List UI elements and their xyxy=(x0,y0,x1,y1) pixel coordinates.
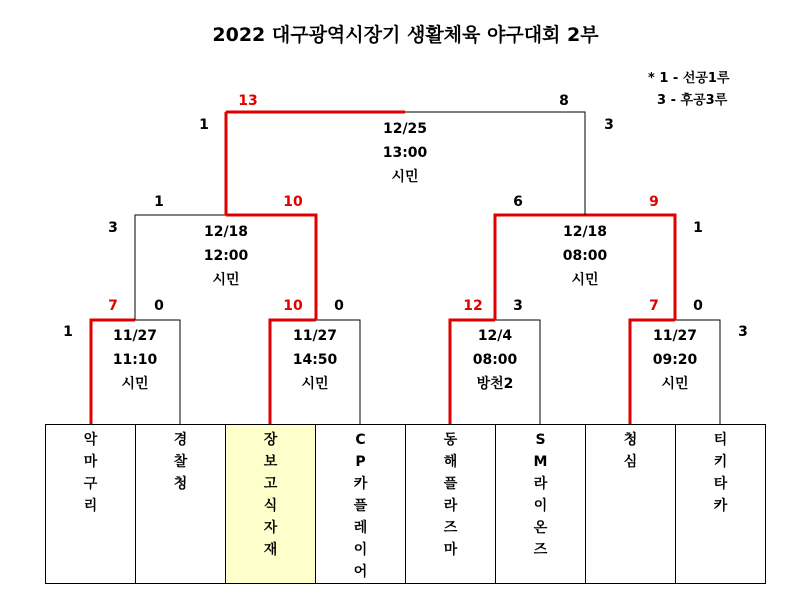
team-name-char: M xyxy=(533,454,548,470)
team-cell xyxy=(225,425,315,583)
team-name-char: 악 xyxy=(83,432,98,448)
page-title: 2022 대구광역시장기 생활체육 야구대회 2부 xyxy=(212,24,599,46)
round1-match-1-left-side: 1 xyxy=(63,324,73,340)
team-name-char: 식 xyxy=(263,498,278,514)
team-cell xyxy=(675,425,765,583)
team-name-char: 타 xyxy=(713,476,728,492)
round1-match-2-info xyxy=(293,324,338,396)
team-name-char: 해 xyxy=(443,454,458,470)
final-right-score: 8 xyxy=(559,93,569,109)
team-name-char: 키 xyxy=(713,454,728,470)
final-date: 12/25 xyxy=(382,121,428,137)
round1-match-1-left-score: 7 xyxy=(108,298,118,314)
round1-match-3-left-score: 12 xyxy=(463,298,483,314)
team-name-char: 카 xyxy=(353,476,368,492)
round1-match-1-date: 11/27 xyxy=(112,328,158,344)
team-name-char: P xyxy=(355,454,366,470)
final-left-score: 13 xyxy=(238,93,258,109)
round1-match-2-venue: 시민 xyxy=(301,376,329,392)
round2-match-2-date: 12/18 xyxy=(562,224,608,240)
team-name-char: 라 xyxy=(533,476,548,492)
team-name-char: 장 xyxy=(263,432,278,448)
team-name-char: 이 xyxy=(353,542,368,558)
round1-match-3-date: 12/4 xyxy=(477,328,513,344)
final-left-side: 1 xyxy=(199,117,209,133)
legend-line-2: 3 - 후공3루 xyxy=(648,93,728,108)
team-name-char: S xyxy=(535,432,546,448)
team-name-char: 마 xyxy=(83,454,98,470)
team-name-char: 심 xyxy=(623,454,638,470)
round1-match-1-time: 11:10 xyxy=(112,352,158,368)
round2-match-2-venue: 시민 xyxy=(571,272,599,288)
round1-match-4-venue: 시민 xyxy=(661,376,689,392)
round2-match-1-time: 12:00 xyxy=(203,248,249,264)
team-name-char: C xyxy=(355,432,366,448)
team-name-char: 구 xyxy=(83,476,98,492)
team-name-char: 이 xyxy=(533,498,548,514)
team-name-char: 즈 xyxy=(443,520,458,536)
team-name-char: 즈 xyxy=(533,542,548,558)
team-name-char: 보 xyxy=(263,454,278,470)
team-cell xyxy=(46,425,135,583)
round1-match-2-left-score: 10 xyxy=(283,298,303,314)
team-cell xyxy=(135,425,225,583)
round1-match-3-time: 08:00 xyxy=(472,352,518,368)
team-name-char: 재 xyxy=(263,542,278,558)
round2-match-2-right-side: 1 xyxy=(693,220,703,236)
round2-match-1-left-score: 1 xyxy=(154,194,164,210)
final-info xyxy=(383,117,428,189)
team-cell xyxy=(315,425,405,583)
round1-match-4-time: 09:20 xyxy=(652,352,698,368)
round1-match-2-right-score: 0 xyxy=(334,298,344,314)
round1-match-3-right-score: 3 xyxy=(513,298,523,314)
round2-match-2-right-score: 9 xyxy=(649,194,659,210)
legend-line-1: * 1 - 선공1루 xyxy=(648,71,730,86)
round2-match-1-left-side: 3 xyxy=(108,220,118,236)
round2-match-2-info xyxy=(563,220,608,292)
round2-match-1-date: 12/18 xyxy=(203,224,249,240)
team-name-char: 마 xyxy=(443,542,458,558)
team-name-char: 플 xyxy=(353,498,368,514)
team-name-char: 리 xyxy=(83,498,98,514)
teams-row xyxy=(45,424,766,584)
team-name-char: 자 xyxy=(263,520,278,536)
round1-match-4-info xyxy=(653,324,698,396)
final-right-side: 3 xyxy=(604,117,614,133)
team-cell xyxy=(495,425,585,583)
round2-match-2-time: 08:00 xyxy=(562,248,608,264)
team-name-char: 티 xyxy=(713,432,728,448)
round2-match-2-left-score: 6 xyxy=(513,194,523,210)
round1-match-1-venue: 시민 xyxy=(121,376,149,392)
round1-match-4-right-score: 0 xyxy=(693,298,703,314)
round1-match-4-left-score: 7 xyxy=(649,298,659,314)
round1-match-2-time: 14:50 xyxy=(292,352,338,368)
final-time: 13:00 xyxy=(382,145,428,161)
team-cell xyxy=(405,425,495,583)
team-name-char: 플 xyxy=(443,476,458,492)
round1-match-1-info xyxy=(113,324,158,396)
round1-match-4-right-side: 3 xyxy=(738,324,748,340)
team-name-char: 청 xyxy=(623,432,638,448)
team-name-char: 청 xyxy=(173,476,188,492)
round2-match-1-right-score: 10 xyxy=(283,194,303,210)
round2-match-1-venue: 시민 xyxy=(212,272,240,288)
team-name-char: 카 xyxy=(713,498,728,514)
round2-match-1-info xyxy=(204,220,249,292)
round1-match-1-right-score: 0 xyxy=(154,298,164,314)
team-name-char: 경 xyxy=(173,432,188,448)
round1-match-2-date: 11/27 xyxy=(292,328,338,344)
final-venue: 시민 xyxy=(391,169,419,185)
team-name-char: 고 xyxy=(263,476,278,492)
team-cell xyxy=(585,425,675,583)
team-name-char: 레 xyxy=(353,520,368,536)
round1-match-3-venue: 방천2 xyxy=(476,376,514,392)
round1-match-3-info xyxy=(473,324,518,396)
team-name-char: 찰 xyxy=(173,454,188,470)
team-name-char: 동 xyxy=(443,432,458,448)
team-name-char: 온 xyxy=(533,520,548,536)
team-name-char: 어 xyxy=(353,564,368,580)
team-name-char: 라 xyxy=(443,498,458,514)
round1-match-4-date: 11/27 xyxy=(652,328,698,344)
